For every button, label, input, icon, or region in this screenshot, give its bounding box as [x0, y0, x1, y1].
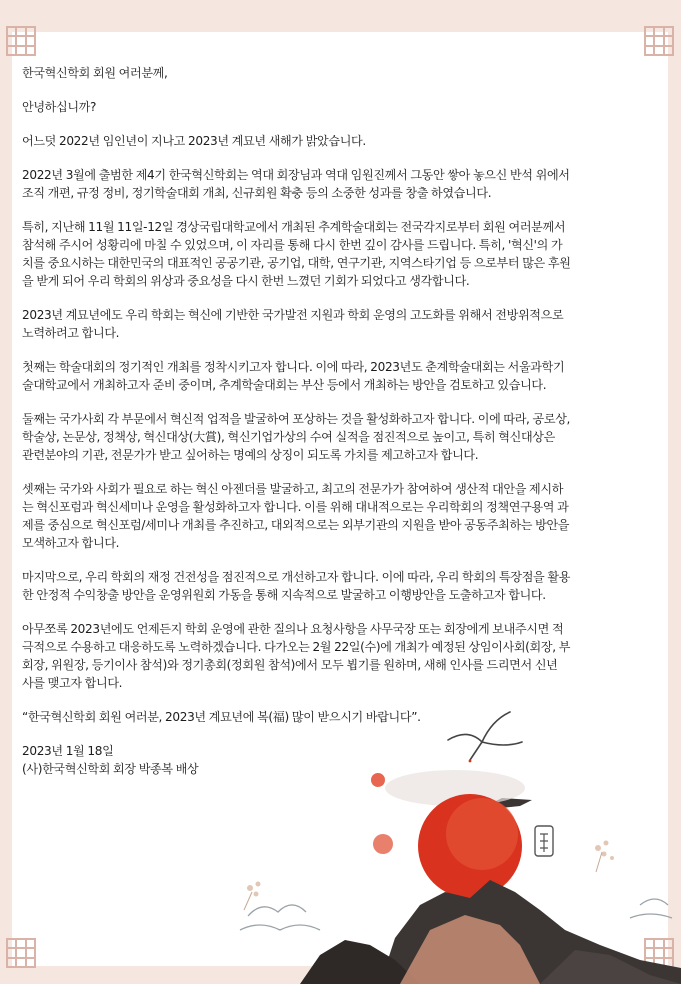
letter-body: [22, 64, 662, 778]
paragraph: 마지막으로, 우리 학회의 재정 건전성을 점진적으로 개선하고자 합니다. 이에 따라, 우리 학회의 특장점을 활용 한 안정적 수익창출 방안을 운영위원회 가동을 통해 지속적으로 발굴하고 이행방안을 도출하고자 합니다.: [22, 570, 571, 602]
letter-date: 2023년 1월 18일: [22, 744, 114, 758]
greeting: 한국혁신학회 회원 여러분께,: [22, 66, 168, 80]
paragraph: 둘째는 국가사회 각 부문에서 혁신적 업적을 발굴하여 포상하는 것을 활성화하고자 합니다. 이에 따라, 공로상, 학술상, 논문상, 정책상, 혁신대상(大賞), 혁신기업가상의 수여 실적을 점진적으로 높이고, 특히 혁신대상은 관련분야의 기관, 전문가가 받고 싶어하는 명예의 상징이 되도록 가치를 제고하고자 합니다.: [22, 412, 571, 462]
paragraph: 아무쪼록 2023년에도 언제든지 학회 운영에 관한 질의나 요청사항을 사무국장 또는 회장에게 보내주시면 적 극적으로 수용하고 대응하도록 노력하겠습니다. 다가오는 2월 22일(수)에 개최가 예정된 상임이사회(회장, 부 회장, 위원장, 등기이사 참석)와 정기총회(정회원 참석)에서 모두 뵙기를 원하며, 새해 인사를 드리면서 신년 사를 맺고자 합니다.: [22, 622, 571, 690]
paragraph: 어느덧 2022년 임인년이 지나고 2023년 계묘년 새해가 밝았습니다.: [22, 134, 366, 148]
hello: 안녕하십니까?: [22, 100, 97, 114]
paragraph: 특히, 지난해 11월 11일-12일 경상국립대학교에서 개최된 추계학술대회는 전국각지로부터 회원 여러분께서 참석해 주시어 성황리에 마칠 수 있었으며, 이 자리를 통해 다시 한번 깊이 감사를 드립니다. 특히, '혁신'의 가 치를 중요시하는 대한민국의 대표적인 공공기관, 공기업, 대학, 연구기관, 지역스타기업 등 으로부터 많은 후원 을 받게 되어 우리 학회의 위상과 중요성을 다시 한번 느꼈던 기회가 되었다고 생각합니다.: [22, 220, 571, 288]
sun-icon: [373, 834, 393, 854]
signature: (사)한국혁신학회 회장 박종복 배상: [22, 762, 199, 776]
closing-quote: “한국혁신학회 회원 여러분, 2023년 계묘년에 복(福) 많이 받으시기 바랍니다”.: [22, 710, 421, 724]
mountain-icon: [300, 880, 681, 984]
signature-block: [22, 742, 662, 778]
paragraph: 2022년 3월에 출범한 제4기 한국혁신학회는 역대 회장님과 역대 임원진께서 그동안 쌓아 놓으신 반석 위에서 조직 개편, 규정 정비, 정기학술대회 개최, 신규회원 확충 등의 소중한 성과를 창출 하였습니다.: [22, 168, 570, 200]
paragraph: 셋째는 국가와 사회가 필요로 하는 혁신 아젠더를 발굴하고, 최고의 전문가가 참여하여 생산적 대안을 제시하 는 혁신포럼과 혁신세미나 운영을 활성화하고자 합니다. 이를 위해 대내적으로는 우리학회의 정책연구용역 과 제를 중심으로 혁신포럼/세미나 개최를 추진하고, 대외적으로는 외부기관의 지원을 받아 공동주최하는 방안을 모색하고자 합니다.: [22, 482, 570, 550]
paragraph: 첫째는 학술대회의 정기적인 개최를 정착시키고자 합니다. 이에 따라, 2023년도 춘계학술대회는 서울과학기 술대학교에서 개최하고자 준비 중이며, 추계학술대회는 부산 등에서 개최하는 방안을 검토하고 있습니다.: [22, 360, 565, 392]
sun-icon: [418, 794, 522, 898]
paragraph: 2023년 계묘년에도 우리 학회는 혁신에 기반한 국가발전 지원과 학회 운영의 고도화를 위해서 전방위적으로 노력하려고 합니다.: [22, 308, 564, 340]
seal-icon: [535, 826, 553, 856]
